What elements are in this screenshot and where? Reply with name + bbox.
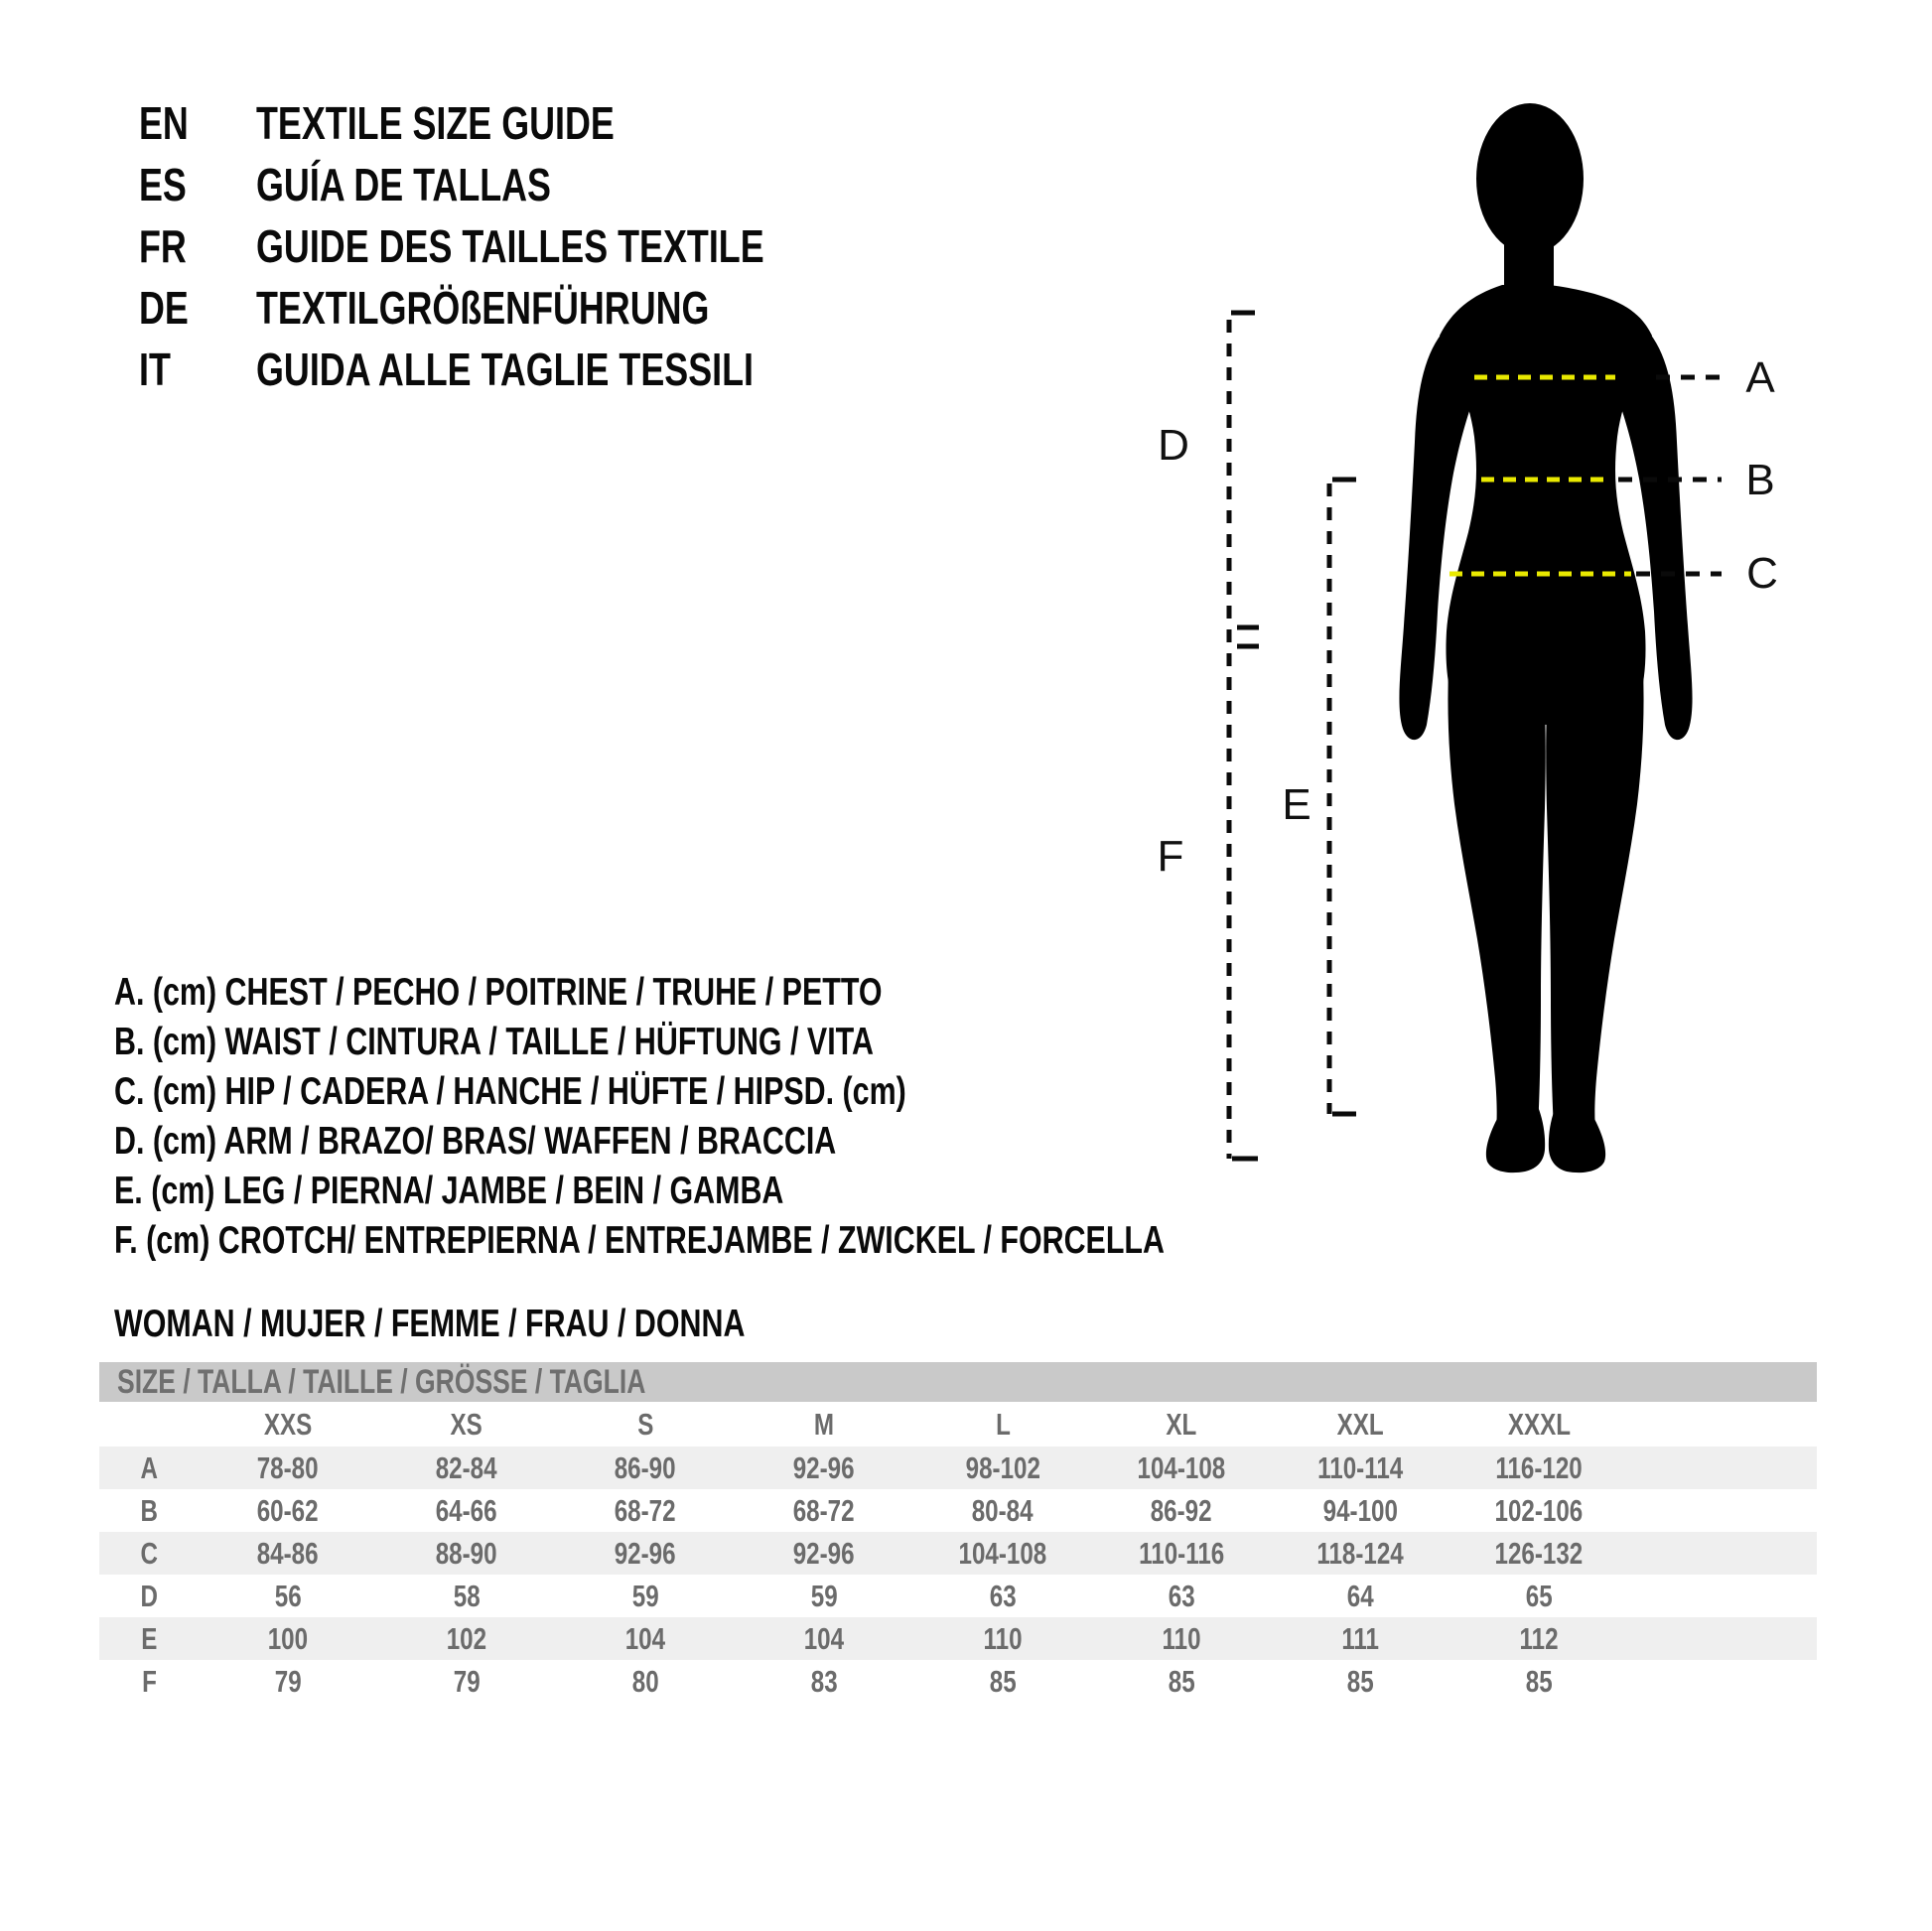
- table-cell: [735, 1575, 913, 1617]
- table-cell: [199, 1532, 377, 1575]
- cell-text: 85: [1525, 1663, 1553, 1699]
- cell-text: 83: [810, 1663, 838, 1699]
- table-cell: [735, 1489, 913, 1532]
- cell-text: 84-86: [257, 1535, 319, 1571]
- language-code: ES: [139, 159, 187, 210]
- size-table: [99, 1362, 1817, 1703]
- table-row: [99, 1617, 1817, 1660]
- cell-text: 80: [631, 1663, 659, 1699]
- size-label-text: XXXL: [1507, 1406, 1571, 1442]
- table-cell: [556, 1447, 735, 1489]
- cell-text: 63: [989, 1578, 1017, 1613]
- language-row: [139, 215, 907, 277]
- table-cell: [199, 1489, 377, 1532]
- language-row: [139, 154, 907, 215]
- cell-text: 110: [1162, 1620, 1201, 1656]
- size-figure-svg: [1092, 79, 1837, 1211]
- measurement-text: E. (cm) LEG / PIERNA/ JAMBE / BEIN / GAMBA: [114, 1170, 784, 1212]
- table-cell: [1271, 1447, 1449, 1489]
- cell-text: 118-124: [1316, 1535, 1404, 1571]
- size-label: [1449, 1402, 1628, 1447]
- filler-cell: [1628, 1447, 1817, 1489]
- size-label: [913, 1402, 1092, 1447]
- table-cell: [1092, 1447, 1271, 1489]
- language-code: FR: [139, 220, 187, 272]
- table-cell: [1449, 1532, 1628, 1575]
- table-cell: [377, 1660, 556, 1703]
- cell-text: 68-72: [793, 1492, 855, 1528]
- figure-label-d: D: [1158, 421, 1189, 470]
- size-label-text: XXS: [263, 1406, 313, 1442]
- cell-text: 92-96: [793, 1535, 855, 1571]
- size-label-text: M: [813, 1406, 835, 1442]
- size-label: [556, 1402, 735, 1447]
- row-label: [99, 1660, 199, 1703]
- language-title: GUIDE DES TAILLES TEXTILE: [256, 220, 764, 272]
- table-cell: [1449, 1489, 1628, 1532]
- filler-cell: [1628, 1575, 1817, 1617]
- row-label-text: F: [141, 1663, 157, 1699]
- language-title-block: [139, 92, 907, 400]
- measurement-text: C. (cm) HIP / CADERA / HANCHE / HÜFTE / HIPSD. (cm): [114, 1070, 906, 1113]
- table-cell: [735, 1447, 913, 1489]
- table-cell: [1092, 1617, 1271, 1660]
- cell-text: 79: [453, 1663, 481, 1699]
- row-label-text: C: [140, 1535, 158, 1571]
- cell-text: 110-116: [1138, 1535, 1225, 1571]
- table-cell: [1271, 1575, 1449, 1617]
- filler-cell: [1628, 1660, 1817, 1703]
- row-label: [99, 1447, 199, 1489]
- size-table-grid: [99, 1402, 1817, 1703]
- row-label-text: D: [140, 1578, 158, 1613]
- cell-text: 85: [989, 1663, 1017, 1699]
- cell-text: 85: [1346, 1663, 1374, 1699]
- size-label-text: XXL: [1336, 1406, 1384, 1442]
- table-cell: [377, 1617, 556, 1660]
- cell-text: 85: [1168, 1663, 1195, 1699]
- measurement-item: [114, 1216, 1460, 1266]
- table-cell: [556, 1617, 735, 1660]
- table-cell: [1271, 1660, 1449, 1703]
- cell-text: 102-106: [1494, 1492, 1584, 1528]
- cell-text: 82-84: [436, 1449, 497, 1485]
- cell-text: 80-84: [972, 1492, 1034, 1528]
- table-cell: [377, 1447, 556, 1489]
- row-label: [99, 1575, 199, 1617]
- table-cell: [377, 1575, 556, 1617]
- cell-text: 111: [1341, 1620, 1379, 1656]
- cell-text: 88-90: [436, 1535, 497, 1571]
- cell-text: 58: [453, 1578, 481, 1613]
- size-label: [1271, 1402, 1449, 1447]
- woman-silhouette: [1399, 103, 1692, 1172]
- language-title: GUÍA DE TALLAS: [256, 159, 551, 210]
- filler-cell: [1628, 1532, 1817, 1575]
- cell-text: 94-100: [1322, 1492, 1398, 1528]
- measurement-text: D. (cm) ARM / BRAZO/ BRAS/ WAFFEN / BRACCIA: [114, 1120, 837, 1163]
- size-label-text: XL: [1166, 1406, 1197, 1442]
- cell-text: 64: [1346, 1578, 1374, 1613]
- table-cell: [1271, 1532, 1449, 1575]
- table-cell: [913, 1617, 1092, 1660]
- cell-text: 65: [1525, 1578, 1553, 1613]
- table-cell: [1271, 1489, 1449, 1532]
- size-label: [199, 1402, 377, 1447]
- measurement-text: A. (cm) CHEST / PECHO / POITRINE / TRUHE / PETTO: [114, 971, 883, 1014]
- table-cell: [556, 1660, 735, 1703]
- table-row: [99, 1489, 1817, 1532]
- size-label-text: S: [636, 1406, 654, 1442]
- row-label: [99, 1532, 199, 1575]
- language-title: TEXTILGRÖßENFÜHRUNG: [256, 282, 710, 334]
- table-cell: [913, 1532, 1092, 1575]
- table-row: [99, 1532, 1817, 1575]
- group-heading-text: WOMAN / MUJER / FEMME / FRAU / DONNA: [114, 1303, 746, 1345]
- size-label: [1092, 1402, 1271, 1447]
- cell-text: 60-62: [257, 1492, 319, 1528]
- cell-text: 68-72: [615, 1492, 676, 1528]
- table-cell: [735, 1532, 913, 1575]
- table-cell: [1449, 1660, 1628, 1703]
- cell-text: 104: [803, 1620, 845, 1656]
- row-label: [99, 1617, 199, 1660]
- cell-text: 92-96: [615, 1535, 676, 1571]
- size-table-header-bar: [99, 1362, 1817, 1402]
- measure-line-e: [1329, 480, 1356, 1114]
- table-cell: [1449, 1617, 1628, 1660]
- cell-text: 100: [267, 1620, 309, 1656]
- size-label: [735, 1402, 913, 1447]
- cell-text: 79: [274, 1663, 302, 1699]
- cell-text: 116-120: [1495, 1449, 1583, 1485]
- size-labels-row: [99, 1402, 1817, 1447]
- row-label-text: B: [140, 1492, 158, 1528]
- table-row: [99, 1447, 1817, 1489]
- cell-text: 104-108: [1137, 1449, 1226, 1485]
- table-cell: [377, 1532, 556, 1575]
- figure-label-a: A: [1745, 353, 1775, 402]
- size-figure: [1092, 79, 1837, 1211]
- table-cell: [199, 1575, 377, 1617]
- row-label: [99, 1489, 199, 1532]
- corner-cell: [99, 1402, 199, 1447]
- table-cell: [1449, 1447, 1628, 1489]
- table-cell: [1092, 1489, 1271, 1532]
- cell-text: 92-96: [793, 1449, 855, 1485]
- cell-text: 110-114: [1316, 1449, 1404, 1485]
- table-cell: [556, 1532, 735, 1575]
- table-cell: [913, 1447, 1092, 1489]
- cell-text: 112: [1519, 1620, 1559, 1656]
- group-heading: [114, 1303, 923, 1346]
- table-cell: [1449, 1575, 1628, 1617]
- filler-cell: [1628, 1617, 1817, 1660]
- cell-text: 59: [810, 1578, 838, 1613]
- table-cell: [1271, 1617, 1449, 1660]
- language-row: [139, 339, 907, 400]
- table-cell: [199, 1660, 377, 1703]
- figure-label-f: F: [1157, 832, 1184, 881]
- cell-text: 102: [446, 1620, 487, 1656]
- language-row: [139, 92, 907, 154]
- table-cell: [913, 1660, 1092, 1703]
- table-cell: [199, 1447, 377, 1489]
- size-table-header-text: SIZE / TALLA / TAILLE / GRÖSSE / TAGLIA: [117, 1362, 646, 1401]
- cell-text: 86-90: [615, 1449, 676, 1485]
- cell-text: 59: [631, 1578, 659, 1613]
- size-label-text: L: [995, 1406, 1011, 1442]
- cell-text: 110: [983, 1620, 1023, 1656]
- language-code: DE: [139, 282, 189, 334]
- measure-line-d-f: [1229, 313, 1259, 1159]
- table-cell: [556, 1489, 735, 1532]
- table-row: [99, 1660, 1817, 1703]
- cell-text: 86-92: [1151, 1492, 1212, 1528]
- table-cell: [1092, 1532, 1271, 1575]
- cell-text: 78-80: [257, 1449, 319, 1485]
- cell-text: 56: [274, 1578, 302, 1613]
- cell-text: 104-108: [958, 1535, 1047, 1571]
- table-cell: [199, 1617, 377, 1660]
- language-code: IT: [139, 344, 171, 395]
- language-row: [139, 277, 907, 339]
- table-cell: [735, 1660, 913, 1703]
- size-label: [377, 1402, 556, 1447]
- language-title: GUIDA ALLE TAGLIE TESSILI: [256, 344, 754, 395]
- cell-text: 63: [1168, 1578, 1195, 1613]
- table-cell: [1092, 1575, 1271, 1617]
- filler-cell: [1628, 1489, 1817, 1532]
- cell-text: 98-102: [965, 1449, 1040, 1485]
- table-cell: [1092, 1660, 1271, 1703]
- table-cell: [913, 1575, 1092, 1617]
- size-label-text: XS: [450, 1406, 483, 1442]
- table-cell: [556, 1575, 735, 1617]
- cell-text: 104: [624, 1620, 666, 1656]
- table-row: [99, 1575, 1817, 1617]
- figure-label-b: B: [1745, 456, 1775, 504]
- measurement-text: B. (cm) WAIST / CINTURA / TAILLE / HÜFTUNG / VITA: [114, 1021, 874, 1063]
- filler-cell: [1628, 1402, 1817, 1447]
- language-title: TEXTILE SIZE GUIDE: [256, 97, 615, 149]
- measurement-text: F. (cm) CROTCH/ ENTREPIERNA / ENTREJAMBE / ZWICKEL / FORCELLA: [114, 1219, 1165, 1262]
- language-code: EN: [139, 97, 189, 149]
- cell-text: 126-132: [1494, 1535, 1584, 1571]
- figure-label-e: E: [1282, 780, 1311, 829]
- figure-label-c: C: [1746, 549, 1778, 598]
- table-cell: [913, 1489, 1092, 1532]
- row-label-text: E: [140, 1620, 158, 1656]
- table-cell: [377, 1489, 556, 1532]
- table-cell: [735, 1617, 913, 1660]
- row-label-text: A: [140, 1449, 158, 1485]
- cell-text: 64-66: [436, 1492, 497, 1528]
